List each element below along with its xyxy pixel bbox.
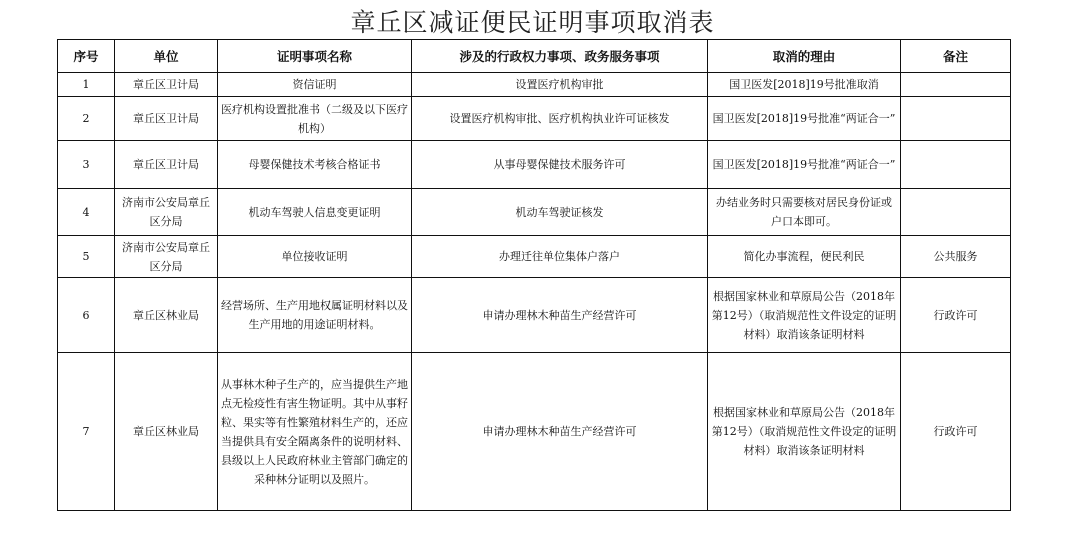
- cell-reason: 国卫医发[2018]19号批准取消: [708, 73, 901, 97]
- cell-unit: 济南市公安局章丘区分局: [115, 236, 218, 278]
- cell-item: 机动车驾驶人信息变更证明: [218, 189, 412, 236]
- cell-reason: 根据国家林业和草原局公告（2018年第12号）（取消规范性文件设定的证明材料）取消该条证明材料: [708, 353, 901, 511]
- cell-note: [901, 189, 1011, 236]
- cancellation-table: [57, 39, 1011, 511]
- cell-reason: 国卫医发[2018]19号批准“两证合一”: [708, 141, 901, 189]
- header-reason: 取消的理由: [708, 40, 901, 73]
- cell-reason: 国卫医发[2018]19号批准“两证合一”: [708, 97, 901, 141]
- cell-no: 4: [58, 189, 115, 236]
- table-row: [58, 97, 1011, 141]
- cell-item: 从事林木种子生产的，应当提供生产地点无检疫性有害生物证明。其中从事籽粒、果实等有性繁殖材料生产的，还应当提供具有安全隔离条件的说明材料、县级以上人民政府林业主管部门确定的采种林分证明以及照片。: [218, 353, 412, 511]
- header-note: 备注: [901, 40, 1011, 73]
- header-no: 序号: [58, 40, 115, 73]
- table-row: [58, 141, 1011, 189]
- cell-power: 机动车驾驶证核发: [412, 189, 708, 236]
- cell-power: 申请办理林木种苗生产经营许可: [412, 353, 708, 511]
- cell-reason: 办结业务时只需要核对居民身份证或户口本即可。: [708, 189, 901, 236]
- header-item: 证明事项名称: [218, 40, 412, 73]
- cell-power: 从事母婴保健技术服务许可: [412, 141, 708, 189]
- table-header-row: [58, 40, 1011, 73]
- cell-unit: 章丘区林业局: [115, 278, 218, 353]
- cell-no: 3: [58, 141, 115, 189]
- cell-note: 行政许可: [901, 353, 1011, 511]
- cell-power: 办理迁往单位集体户落户: [412, 236, 708, 278]
- cell-note: [901, 141, 1011, 189]
- cell-note: 行政许可: [901, 278, 1011, 353]
- page-title: 章丘区减证便民证明事项取消表: [350, 8, 715, 37]
- table-row: [58, 189, 1011, 236]
- header-unit: 单位: [115, 40, 218, 73]
- cell-item: 单位接收证明: [218, 236, 412, 278]
- header-power: 涉及的行政权力事项、政务服务事项: [412, 40, 708, 73]
- table-row: [58, 353, 1011, 511]
- table-row: [58, 73, 1011, 97]
- cell-power: 申请办理林木种苗生产经营许可: [412, 278, 708, 353]
- cell-no: 7: [58, 353, 115, 511]
- table-row: [58, 236, 1011, 278]
- cell-unit: 章丘区卫计局: [115, 141, 218, 189]
- cell-unit: 章丘区卫计局: [115, 97, 218, 141]
- cell-reason: 简化办事流程，便民利民: [708, 236, 901, 278]
- cell-reason: 根据国家林业和草原局公告（2018年第12号）（取消规范性文件设定的证明材料）取消该条证明材料: [708, 278, 901, 353]
- cell-item: 母婴保健技术考核合格证书: [218, 141, 412, 189]
- cell-no: 1: [58, 73, 115, 97]
- cell-no: 5: [58, 236, 115, 278]
- cell-unit: 章丘区卫计局: [115, 73, 218, 97]
- cell-no: 2: [58, 97, 115, 141]
- cell-item: 资信证明: [218, 73, 412, 97]
- cell-power: 设置医疗机构审批: [412, 73, 708, 97]
- cell-note: [901, 97, 1011, 141]
- cell-unit: 济南市公安局章丘区分局: [115, 189, 218, 236]
- cell-no: 6: [58, 278, 115, 353]
- cell-note: [901, 73, 1011, 97]
- cell-item: 医疗机构设置批准书（二级及以下医疗机构）: [218, 97, 412, 141]
- cell-item: 经营场所、生产用地权属证明材料以及生产用地的用途证明材料。: [218, 278, 412, 353]
- cell-power: 设置医疗机构审批、医疗机构执业许可证核发: [412, 97, 708, 141]
- cell-unit: 章丘区林业局: [115, 353, 218, 511]
- cell-note: 公共服务: [901, 236, 1011, 278]
- table-row: [58, 278, 1011, 353]
